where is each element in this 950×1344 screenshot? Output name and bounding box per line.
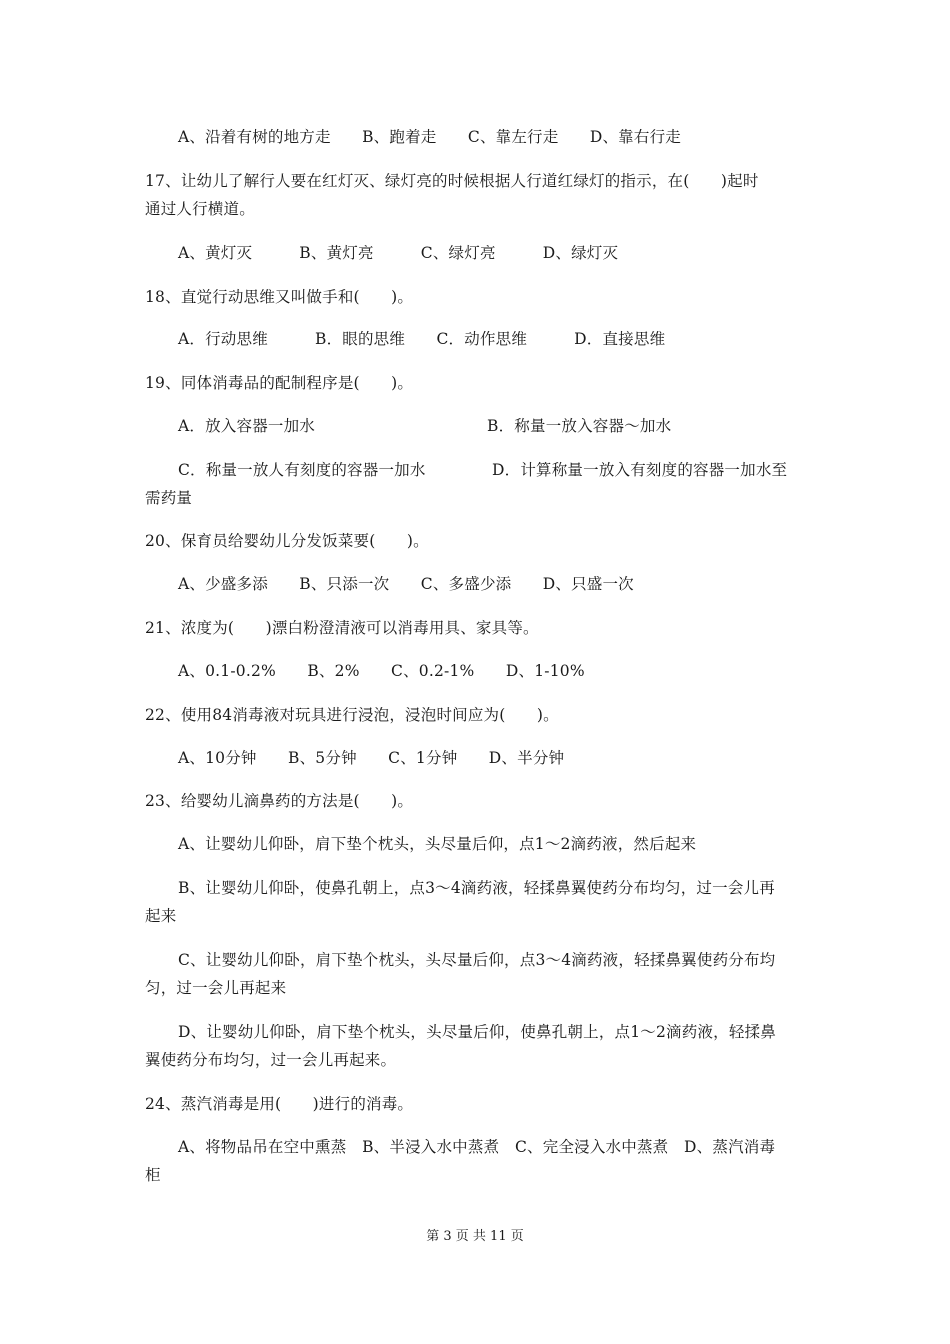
q22-question: 22、使用84消毒液对玩具进行浸泡，浸泡时间应为( )。 — [145, 706, 559, 724]
q23-option-b: B、让婴幼儿仰卧，使鼻孔朝上，点3～4滴药液，轻揉鼻翼使药分布均匀，过一会儿再 — [178, 879, 775, 897]
q21-options: A、0.1-0.2% B、2% C、0.2-1% D、1-10% — [178, 662, 585, 680]
q23-option-b-cont: 起来 — [145, 907, 177, 925]
q19-option-d: D．计算称量一放入有刻度的容器一加水至 — [492, 461, 788, 479]
q19-option-b: B．称量一放入容器～加水 — [487, 417, 672, 435]
q24-options: A、将物品吊在空中熏蒸 B、半浸入水中蒸煮 C、完全浸入水中蒸煮 D、蒸汽消毒 — [178, 1138, 776, 1156]
q18-options: A．行动思维 B．眼的思维 C．动作思维 D．直接思维 — [178, 330, 666, 348]
q19-option-d-cont: 需药量 — [145, 489, 193, 507]
q19-option-a: A．放入容器一加水 — [178, 417, 315, 435]
q17-options: A、黄灯灭 B、黄灯亮 C、绿灯亮 D、绿灯灭 — [178, 244, 619, 262]
page-number-footer: 第 3 页 共 11 页 — [426, 1229, 524, 1244]
q23-option-d-cont: 翼使药分布均匀，过一会儿再起来。 — [145, 1051, 397, 1069]
q19-question: 19、同体消毒品的配制程序是( )。 — [145, 374, 414, 392]
q23-question: 23、给婴幼儿滴鼻药的方法是( )。 — [145, 792, 414, 810]
q24-question: 24、蒸汽消毒是用( )进行的消毒。 — [145, 1095, 414, 1113]
q17-question-cont: 通过人行横道。 — [145, 200, 255, 218]
q21-question: 21、浓度为( )漂白粉澄清液可以消毒用具、家具等。 — [145, 619, 539, 637]
q16-options: A、沿着有树的地方走 B、跑着走 C、靠左行走 D、靠右行走 — [178, 128, 681, 146]
q18-question: 18、直觉行动思维又叫做手和( )。 — [145, 288, 414, 306]
q19-option-c: C．称量一放人有刻度的容器一加水 — [178, 461, 426, 479]
q20-question: 20、保育员给婴幼儿分发饭菜要( )。 — [145, 532, 429, 550]
q23-option-c: C、让婴幼儿仰卧，肩下垫个枕头，头尽量后仰，点3～4滴药液，轻揉鼻翼使药分布均 — [178, 951, 776, 969]
q22-options: A、10分钟 B、5分钟 C、1分钟 D、半分钟 — [178, 749, 565, 767]
q24-options-cont: 柜 — [145, 1166, 161, 1184]
q23-option-c-cont: 匀，过一会儿再起来 — [145, 979, 287, 997]
q23-option-a: A、让婴幼儿仰卧，肩下垫个枕头，头尽量后仰，点1～2滴药液，然后起来 — [178, 835, 697, 853]
q23-option-d: D、让婴幼儿仰卧，肩下垫个枕头，头尽量后仰，使鼻孔朝上，点1～2滴药液，轻揉鼻 — [178, 1023, 776, 1041]
q20-options: A、少盛多添 B、只添一次 C、多盛少添 D、只盛一次 — [178, 575, 634, 593]
q17-question: 17、让幼儿了解行人要在红灯灭、绿灯亮的时候根据人行道红绿灯的指示，在( )起时 — [145, 172, 759, 190]
